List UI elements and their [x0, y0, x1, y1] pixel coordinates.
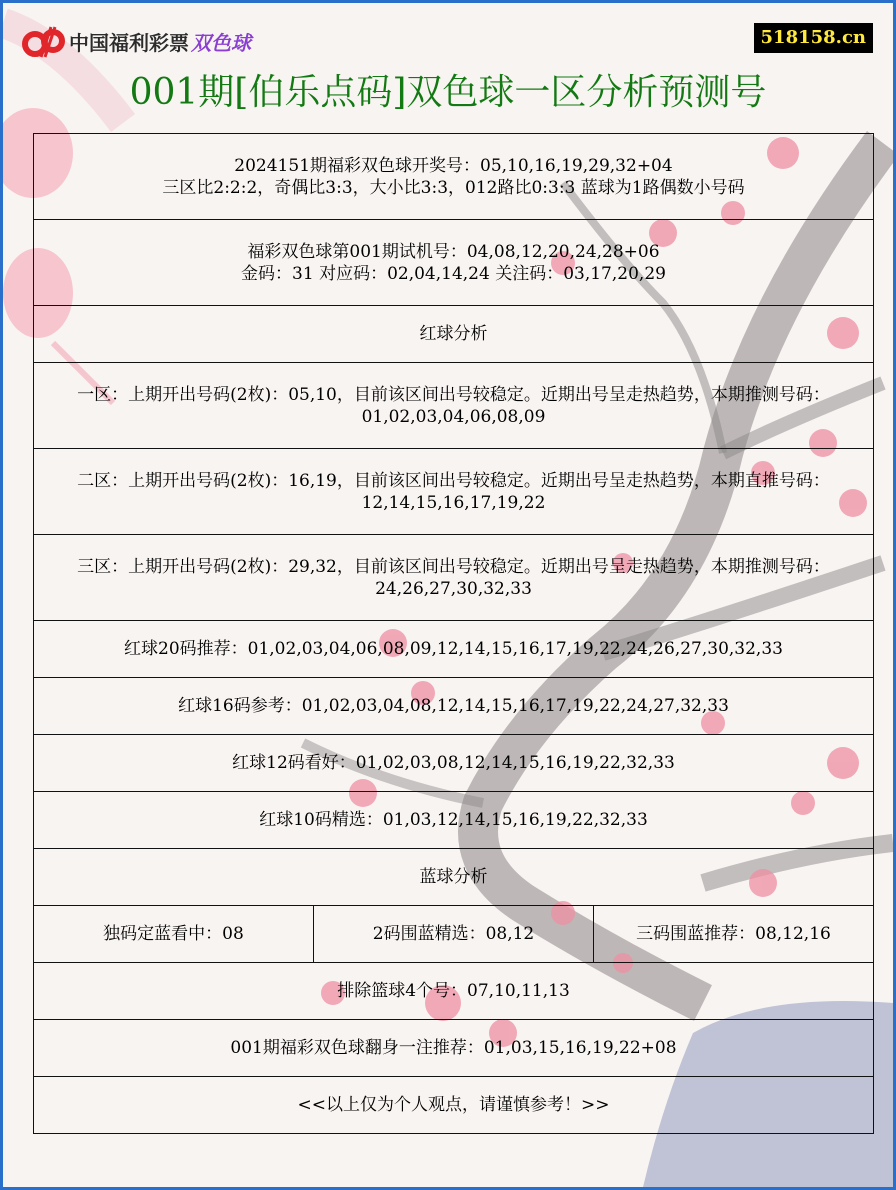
table-row [34, 621, 874, 678]
blue-analysis-header: 蓝球分析 [34, 849, 874, 906]
red-analysis-header: 红球分析 [34, 306, 874, 363]
test-numbers-line2: 金码：31 对应码：02,04,14,24 关注码：03,17,20,29 [241, 263, 666, 284]
disclaimer: <<以上仅为个人观点，请谨慎参考！>> [34, 1077, 874, 1134]
draw-result-line1: 2024151期福彩双色球开奖号：05,10,16,19,29,32+04 [234, 155, 673, 176]
table-row [34, 449, 874, 535]
table-row [34, 735, 874, 792]
zone1-analysis: 一区：上期开出号码(2枚)：05,10，目前该区间出号较稳定。近期出号呈走热趋势，本期推测号码：01,02,03,04,06,08,09 [34, 363, 874, 449]
zone2-analysis: 二区：上期开出号码(2枚)：16,19，目前该区间出号较稳定。近期出号呈走热趋势，本期直推号码：12,14,15,16,17,19,22 [34, 449, 874, 535]
table-row [34, 792, 874, 849]
blue-two-pick: 2码围蓝精选：08,12 [314, 906, 594, 963]
red20-recommendation: 红球20码推荐：01,02,03,04,06,08,09,12,14,15,16,17,19,22,24,26,27,30,32,33 [34, 621, 874, 678]
table-row [34, 1020, 874, 1077]
table-row [34, 1077, 874, 1134]
one-bet-recommendation: 001期福彩双色球翻身一注推荐：01,03,15,16,19,22+08 [34, 1020, 874, 1077]
table-row [34, 849, 874, 906]
welfare-lottery-logo[interactable] [21, 23, 251, 59]
test-numbers-cell [34, 220, 874, 306]
analysis-table [33, 133, 874, 1134]
blue-three-pick: 三码围蓝推荐：08,12,16 [594, 906, 874, 963]
table-row [34, 963, 874, 1020]
table-row [34, 363, 874, 449]
header [3, 3, 893, 63]
blue-exclude: 排除篮球4个号：07,10,11,13 [34, 963, 874, 1020]
table-row [34, 535, 874, 621]
table-row [34, 306, 874, 363]
logo-text: 中国福利彩票 [69, 30, 189, 55]
logo-subtitle: 双色球 [191, 30, 251, 55]
red16-reference: 红球16码参考：01,02,03,04,08,12,14,15,16,17,19,22,24,27,32,33 [34, 678, 874, 735]
draw-result-line2: 三区比2:2:2，奇偶比3:3，大小比3:3，012路比0:3:3 蓝球为1路偶数小号码 [162, 177, 745, 198]
site-badge[interactable]: 518158.cn [754, 23, 873, 53]
page-title: 001期[伯乐点码]双色球一区分析预测号 [129, 72, 767, 113]
table-row [34, 134, 874, 220]
test-numbers-line1: 福彩双色球第001期试机号：04,08,12,20,24,28+06 [247, 241, 660, 262]
blue-single-pick: 独码定蓝看中：08 [34, 906, 314, 963]
red12-picks: 红球12码看好：01,02,03,08,12,14,15,16,19,22,32,33 [34, 735, 874, 792]
table-row [34, 906, 874, 963]
draw-result-cell [34, 134, 874, 220]
welfare-lottery-logo-icon [21, 23, 65, 59]
zone3-analysis: 三区：上期开出号码(2枚)：29,32，目前该区间出号较稳定。近期出号呈走热趋势，本期推测号码：24,26,27,30,32,33 [34, 535, 874, 621]
table-row [34, 220, 874, 306]
red10-selection: 红球10码精选：01,03,12,14,15,16,19,22,32,33 [34, 792, 874, 849]
table-row [34, 678, 874, 735]
